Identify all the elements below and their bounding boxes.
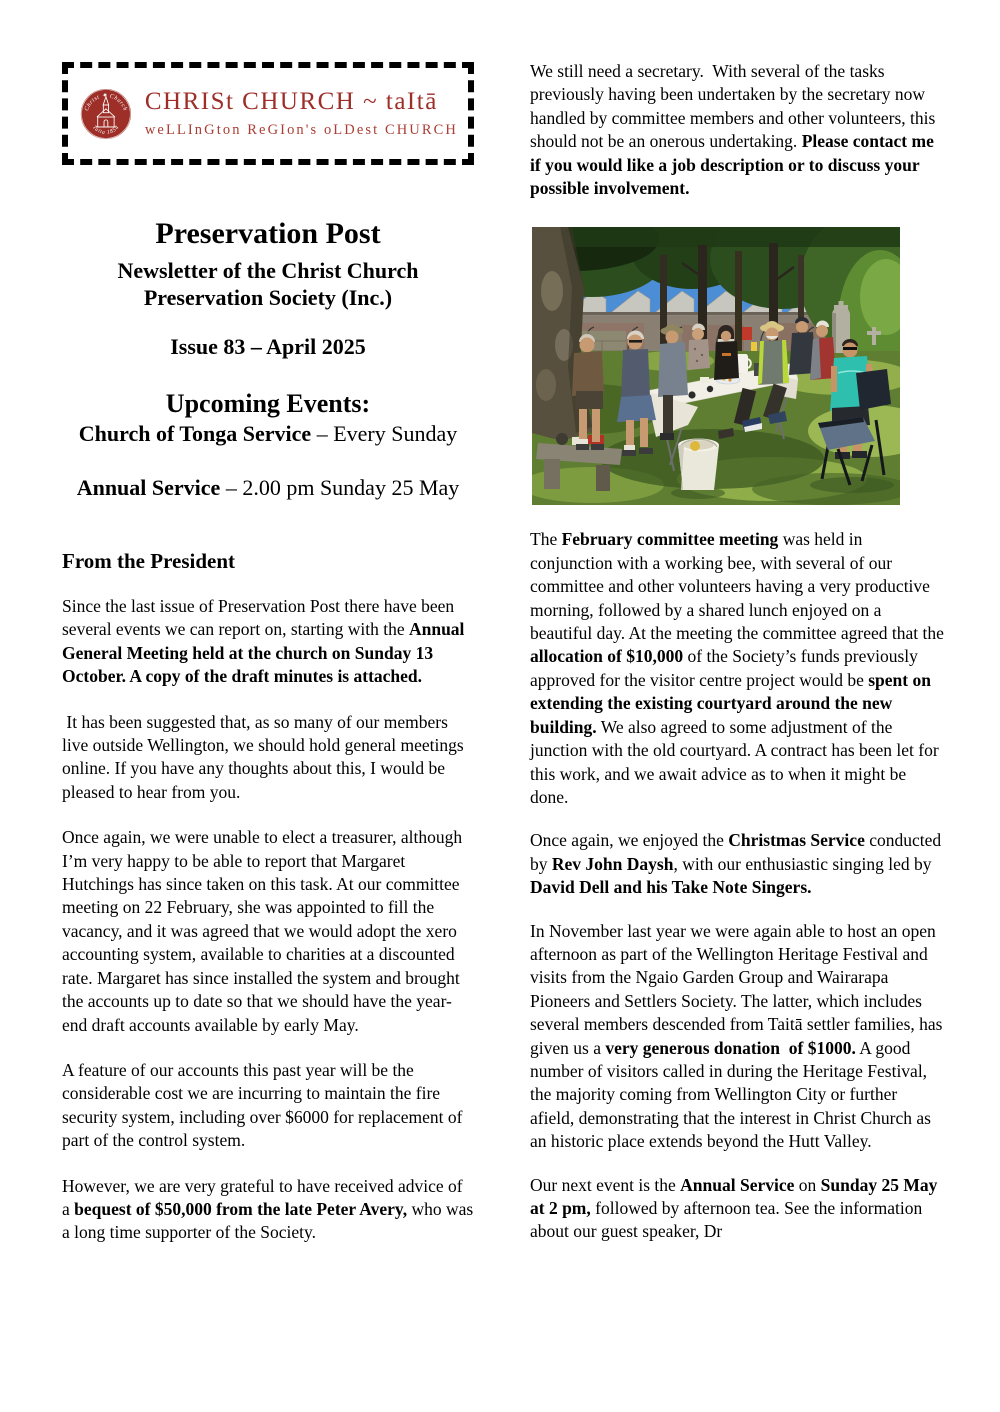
church-seal-icon (80, 84, 132, 144)
seal-bottom-text: Taita 1854 (91, 124, 121, 136)
paragraph: A feature of our accounts this past year will be the considerable cost we are incurring to maintain the fire security system, including over $6000 for replacement of part of the control system. (62, 1059, 467, 1151)
section-heading-from-the-president: From the President (62, 549, 236, 573)
paragraph: Once again, we were unable to elect a treasurer, although I’m very happy to be able to report that Margaret Hutchings has since taken on this task. At our committee meeting on 22 February, she was appointed to fill the vacancy, and it was agreed that we would adopt the xero accounting system, available to charities at a discounted rate. Margaret has since installed the system and brought the accounts up to date so that we should have the year-end draft accounts available by early May. (62, 827, 467, 1035)
paragraph: Our next event is the Annual Service on Sunday 25 May at 2 pm, followed by afternoon tea. See the information about our guest speaker, Dr (530, 1174, 942, 1242)
event-line: Annual Service – 2.00 pm Sunday 25 May (76, 475, 460, 500)
logo-subtitle: weLLInGton ReGIon's oLDest CHURCH (144, 122, 458, 138)
paragraph: We still need a secretary. With several of the tasks previously having been undertaken by the secretary now handled by committee members and other volunteers, this should not be an onerous undertaking. Please contact me if you would like a job description or to discuss your possible involvement. (530, 61, 940, 199)
church-logo (62, 62, 474, 165)
event-line: Church of Tonga Service – Every Sunday (78, 421, 458, 446)
events-heading: Upcoming Events: (165, 389, 371, 418)
newsletter-title: Preservation Post (155, 217, 381, 250)
newsletter-subtitle: Newsletter of the Christ Church Preservation Society (Inc.) (117, 258, 419, 310)
paragraph: However, we are very grateful to have received advice of a bequest of $50,000 from the late Peter Avery, who was a long time supporter of the Society. (62, 1175, 478, 1243)
working-bee-group-photo (532, 227, 900, 505)
issue-line: Issue 83 – April 2025 (170, 334, 366, 359)
left-column (62, 62, 478, 1245)
right-column (530, 60, 949, 1244)
paragraph: Once again, we enjoyed the Christmas Service conducted by Rev John Daysh, with our enthusiastic singing led by David Dell and his Take Note Singers. (530, 830, 946, 898)
paragraph: Since the last issue of Preservation Post there have been several events we can report on, starting with the Annual General Meeting held at the church on Sunday 13 October. A copy of the draft minutes is attached. (62, 596, 469, 687)
paragraph: In November last year we were again able to host an open afternoon as part of the Wellington Heritage Festival and visits from the Ngaio Garden Group and Wairarapa Pioneers and Settlers Society. The latter, which includes several members descended from Taitā settler families, has given us a very generous donation of $1000. A good number of visitors called in during the Heritage Festival, the majority coming from Wellington City or further afield, demonstrating that the interest in Christ Church as an historic place extends beyond the Hutt Valley. (530, 920, 947, 1152)
seal-top-text: Christ ✦ Church (84, 92, 128, 112)
paragraph: It has been suggested that, as so many of our members live outside Wellington, we should hold general meetings online. If you have any thoughts about this, I would be pleased to hear from you. (62, 711, 469, 802)
logo-title: CHRISt CHURCH ~ taItā (144, 88, 438, 115)
masthead (62, 217, 474, 502)
paragraph: The February committee meeting was held in conjunction with a working bee, with several of our committee and other volunteers having a very productive morning, followed by a shared lunch enjoyed on a beautiful day. At the meeting the committee agreed that the allocation of $10,000 of the Society’s funds previously approved for the visitor centre project would be spent on extending the existing courtyard around the new building. We also agreed to some adjustment of the junction with the old courtyard. A contract has been let for this work, and we await advice as to when it might be done. (530, 529, 949, 807)
